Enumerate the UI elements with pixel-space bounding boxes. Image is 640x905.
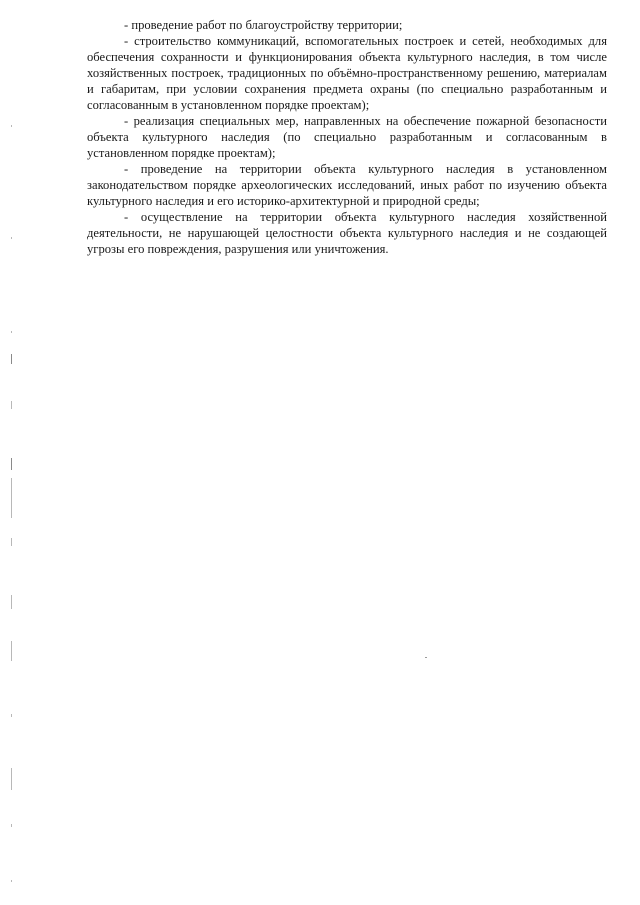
scan-mark [11, 331, 12, 333]
paragraph-landscaping: - проведение работ по благоустройству территории; [124, 18, 403, 32]
paragraph-archaeology: - проведение на территории объекта культурного наследия в установленном законодательством порядке археологических исследований, иных работ по изучению объекта культурного наследия и его историко-архитектурной и природной среды; [87, 162, 607, 208]
scan-mark [11, 458, 12, 470]
paragraph-communications: - строительство коммуникаций, вспомогательных построек и сетей, необходимых для обеспечения сохранности и функционирования объекта культурного наследия, в том числе хозяйственных построек, традиционных по объёмно-пространственному решению, материалам и габаритам, при условии сохранения предмета охраны (по специально разработанным и согласованным в установленном порядке проектам); [87, 34, 607, 112]
scan-mark [11, 125, 12, 127]
scan-mark [11, 595, 12, 609]
scan-mark [11, 401, 12, 409]
scan-mark [11, 354, 12, 364]
scan-mark [11, 768, 12, 790]
document-body [87, 17, 607, 257]
paragraph-fire-safety: - реализация специальных мер, направленных на обеспечение пожарной безопасности объекта культурного наследия (по специально разработанным и согласованным в установленном порядке проектам); [87, 114, 607, 160]
scan-mark [11, 880, 12, 882]
scan-mark [11, 714, 12, 717]
scan-mark [11, 478, 12, 518]
paragraph-economic-activity: - осуществление на территории объекта культурного наследия хозяйственной деятельности, не нарушающей целостности объекта культурного наследия и не создающей угрозы его повреждения, разрушения или уничтожения. [87, 210, 607, 256]
scan-mark [11, 824, 12, 827]
scan-mark [11, 237, 12, 239]
scan-speck [425, 657, 427, 658]
scan-mark [11, 538, 12, 546]
scan-mark [11, 641, 12, 661]
